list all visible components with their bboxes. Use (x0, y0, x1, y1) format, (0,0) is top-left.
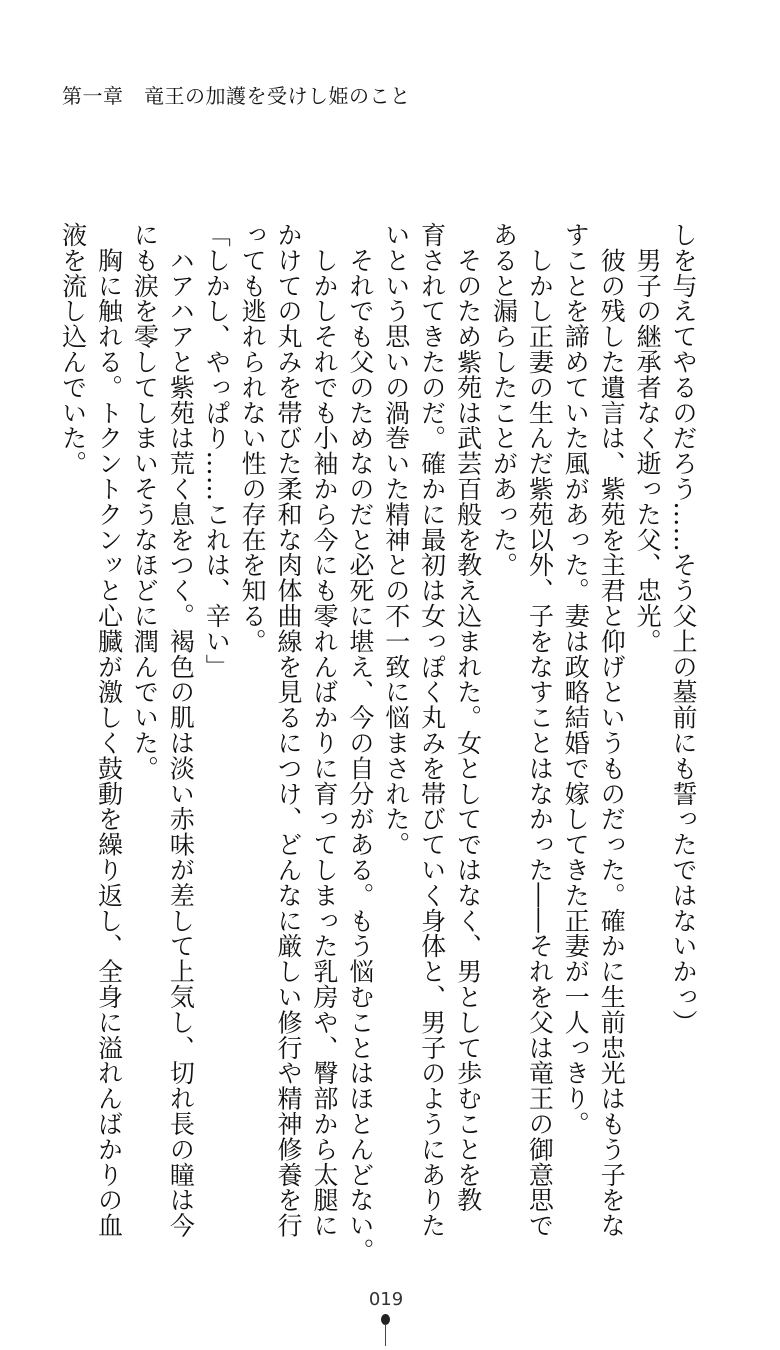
text-column: 胸に触れる。トクントクンッと心臓が激しく鼓動を繰り返し、全身に溢れんばかりの血 (94, 222, 124, 1238)
text-column: それでも父のためなのだと必死に堪え、今の自分がある。もう悩むことはほとんどない。 (345, 222, 375, 1264)
body-text (55, 222, 701, 1264)
page-number: 019 (368, 1289, 404, 1310)
text-column: にも涙を零してしまいそうなほどに潤んでいた。 (130, 222, 160, 781)
text-column: すことを諦めていた風があった。妻は政略結婚で嫁してきた正妻が一人っきり。 (561, 222, 591, 1137)
text-column: 液を流し込んでいた。 (58, 222, 88, 476)
text-column: そのため紫苑は武芸百般を教え込まれた。女としてではなく、男として歩むことを教 (453, 222, 483, 1213)
text-column: あると漏らしたことがあった。 (489, 222, 519, 578)
text-column: 育されてきたのだ。確かに最初は女っぽく丸みを帯びていく身体と、男子のようにありた (417, 222, 447, 1238)
page-marker-line (385, 1324, 386, 1346)
text-column: っても逃れられない性の存在を知る。 (238, 222, 268, 654)
text-column: かけての丸みを帯びた柔和な肉体曲線を見るにつけ、どんなに厳しい修行や精神修養を行 (274, 222, 304, 1238)
text-column: 男子の継承者なく逝った父、忠光。 (633, 222, 663, 654)
text-column: 彼の残した遺言は、紫苑を主君と仰げというものだった。確かに生前忠光はもう子をな (597, 222, 627, 1238)
chapter-header: 第一章 竜王の加護を受けし姫のこと (62, 84, 411, 108)
text-column: いという思いの渦巻いた精神との不一致に悩まされた。 (381, 222, 411, 857)
text-column: しかしそれでも小袖から今にも零れんばかりに育ってしまった乳房や、臀部から太腿に (309, 222, 339, 1238)
text-column: しかし正妻の生んだ紫苑以外、子をなすことはなかった――それを父は竜王の御意思で (525, 222, 555, 1238)
text-column: ハアハアと紫苑は荒く息をつく。褐色の肌は淡い赤味が差して上気し、切れ長の瞳は今 (166, 222, 196, 1238)
text-column: 「しかし、やっぱり……これは、辛い」 (202, 222, 232, 680)
text-column: しを与えてやるのだろう……そう父上の墓前にも誓ったではないかっ） (669, 222, 698, 1035)
